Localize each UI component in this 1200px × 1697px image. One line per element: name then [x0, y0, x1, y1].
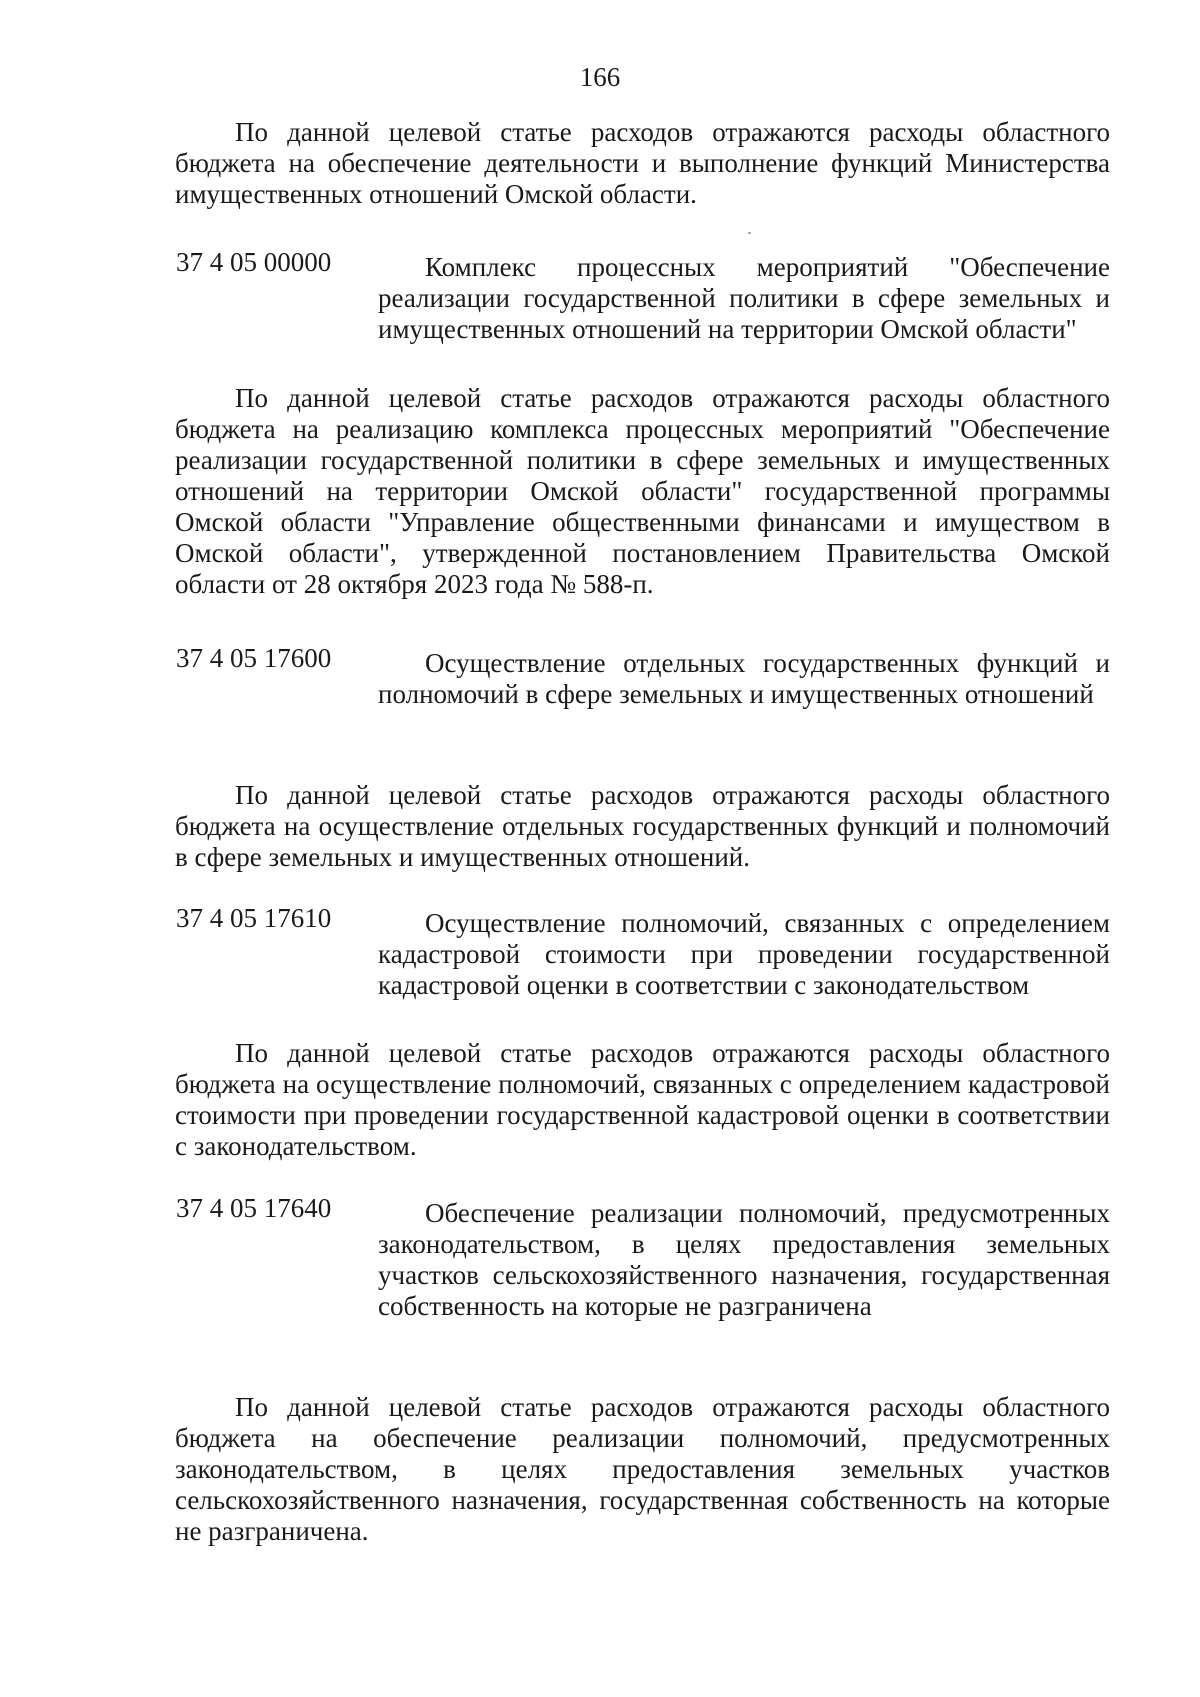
- entry-description: По данной целевой статье расходов отражаются расходы областного бюджета на осуществление отдельных государственных функций и полномочий в сфере земельных и имущественных отношений.: [175, 780, 1110, 872]
- entry-title: Осуществление отдельных государственных функций и полномочий в сфере земельных и имущественных отношений: [378, 648, 1110, 709]
- entry-code: 37 4 05 00000: [176, 247, 332, 277]
- entry-code: 37 4 05 17640: [176, 1193, 332, 1223]
- entry-code: 37 4 05 17610: [176, 903, 332, 933]
- entry-title: Обеспечение реализации полномочий, предусмотренных законодательством, в целях предоставления земельных участков сельскохозяйственного назначения, государственная собственность на которые не разграничена: [378, 1198, 1110, 1321]
- scan-speck: [748, 232, 751, 234]
- entry-code: 37 4 05 17600: [176, 643, 332, 673]
- page-number: 166: [579, 62, 621, 92]
- entry-description: По данной целевой статье расходов отражаются расходы областного бюджета на реализацию комплекса процессных мероприятий "Обеспечение реализации государственной политики в сфере земельных и имущественных отношений на территории Омской области" государственной программы Омской области "Управление общественными финансами и имуществом в Омской области", утвержденной постановлением Правительства Омской области от 28 октября 2023 года № 588-п.: [175, 383, 1110, 599]
- entry-title: Осуществление полномочий, связанных с определением кадастровой стоимости при проведении государственной кадастровой оценки в соответствии с законодательством: [378, 908, 1110, 1000]
- entry-title: Комплекс процессных мероприятий "Обеспечение реализации государственной политики в сфере земельных и имущественных отношений на территории Омской области": [378, 252, 1110, 344]
- entry-description: По данной целевой статье расходов отражаются расходы областного бюджета на обеспечение реализации полномочий, предусмотренных законодательством, в целях предоставления земельных участков сельскохозяйственного назначения, государственная собственность на которые не разграничена.: [175, 1392, 1110, 1546]
- entry-description: По данной целевой статье расходов отражаются расходы областного бюджета на осуществление полномочий, связанных с определением кадастровой стоимости при проведении государственной кадастровой оценки в соответствии с законодательством.: [175, 1038, 1110, 1161]
- intro-paragraph: По данной целевой статье расходов отражаются расходы областного бюджета на обеспечение деятельности и выполнение функций Министерства имущественных отношений Омской области.: [175, 117, 1110, 209]
